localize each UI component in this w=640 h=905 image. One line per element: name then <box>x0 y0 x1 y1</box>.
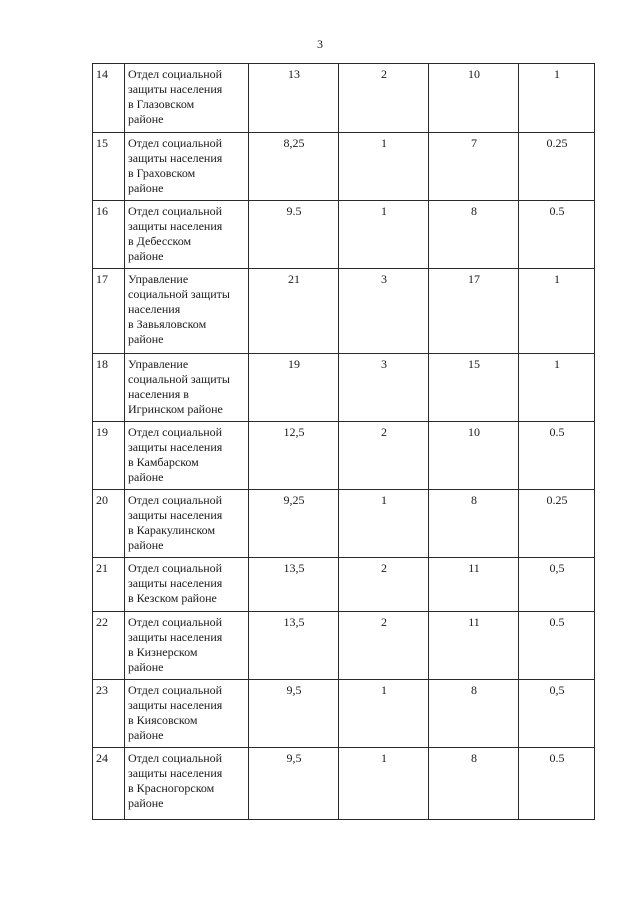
units-col-c: 0.25 <box>519 490 595 558</box>
table-row <box>93 269 595 354</box>
row-number: 23 <box>93 680 125 748</box>
row-number: 20 <box>93 490 125 558</box>
units-col-c: 1 <box>519 64 595 133</box>
units-col-c: 1 <box>519 269 595 354</box>
table-row <box>93 748 595 820</box>
department-name-line: в Красногорском <box>128 781 215 795</box>
units-col-c: 0.5 <box>519 748 595 820</box>
department-name-line: Отдел социальной <box>128 751 223 765</box>
department-name-line: Отдел социальной <box>128 204 223 218</box>
table-row <box>93 490 595 558</box>
department-name-line: защиты населения <box>128 219 223 233</box>
row-number: 19 <box>93 422 125 490</box>
department-name-line: Отдел социальной <box>128 561 223 575</box>
department-name-line: защиты населения <box>128 766 223 780</box>
row-number: 16 <box>93 201 125 269</box>
department-name-line: Игринском районе <box>128 402 223 416</box>
department-name-line: районе <box>128 181 164 195</box>
units-col-a: 1 <box>339 680 429 748</box>
total-units: 9,5 <box>249 748 339 820</box>
department-name-line: в Граховском <box>128 166 196 180</box>
units-col-a: 2 <box>339 558 429 612</box>
department-name <box>125 201 249 269</box>
total-units: 12,5 <box>249 422 339 490</box>
row-number: 22 <box>93 612 125 680</box>
units-col-a: 2 <box>339 64 429 133</box>
department-name-line: районе <box>128 796 164 810</box>
department-name <box>125 558 249 612</box>
department-name <box>125 490 249 558</box>
department-name-line: защиты населения <box>128 151 223 165</box>
department-name-line: в Каракулинском <box>128 523 216 537</box>
units-col-a: 2 <box>339 612 429 680</box>
department-name <box>125 680 249 748</box>
units-col-c: 0.5 <box>519 612 595 680</box>
department-name-line: Отдел социальной <box>128 493 223 507</box>
department-name-line: в Камбарском <box>128 455 199 469</box>
total-units: 13,5 <box>249 612 339 680</box>
units-col-b: 8 <box>429 490 519 558</box>
department-name-line: защиты населения <box>128 82 223 96</box>
department-name-line: Отдел социальной <box>128 136 223 150</box>
units-col-b: 10 <box>429 422 519 490</box>
department-name-line: в Киясовском <box>128 713 198 727</box>
total-units: 13 <box>249 64 339 133</box>
units-col-c: 0,5 <box>519 558 595 612</box>
units-col-b: 11 <box>429 558 519 612</box>
table-row <box>93 133 595 201</box>
units-col-b: 11 <box>429 612 519 680</box>
department-name-line: населения <box>128 302 181 316</box>
units-col-a: 1 <box>339 490 429 558</box>
units-col-b: 7 <box>429 133 519 201</box>
department-name-line: районе <box>128 332 164 346</box>
units-col-c: 0,5 <box>519 680 595 748</box>
department-name-line: Управление <box>128 357 189 371</box>
department-name-line: районе <box>128 660 164 674</box>
department-name-line: районе <box>128 728 164 742</box>
row-number: 24 <box>93 748 125 820</box>
department-name-line: защиты населения <box>128 508 223 522</box>
department-name-line: районе <box>128 470 164 484</box>
total-units: 8,25 <box>249 133 339 201</box>
units-col-b: 10 <box>429 64 519 133</box>
table-row <box>93 558 595 612</box>
units-col-b: 17 <box>429 269 519 354</box>
department-name <box>125 612 249 680</box>
total-units: 21 <box>249 269 339 354</box>
department-name-line: Отдел социальной <box>128 425 223 439</box>
department-name-line: защиты населения <box>128 440 223 454</box>
units-col-a: 1 <box>339 201 429 269</box>
department-name-line: районе <box>128 538 164 552</box>
units-col-c: 0.5 <box>519 201 595 269</box>
department-name-line: в Кизнерском <box>128 645 198 659</box>
table-row <box>93 422 595 490</box>
units-col-a: 3 <box>339 354 429 422</box>
total-units: 9,5 <box>249 680 339 748</box>
units-col-a: 1 <box>339 133 429 201</box>
department-name-line: социальной защиты <box>128 372 230 386</box>
department-name-line: Отдел социальной <box>128 683 223 697</box>
department-name-line: в Дебесском <box>128 234 192 248</box>
row-number: 18 <box>93 354 125 422</box>
row-number: 14 <box>93 64 125 133</box>
units-col-b: 8 <box>429 201 519 269</box>
staff-table <box>92 63 595 820</box>
department-name <box>125 354 249 422</box>
total-units: 9.5 <box>249 201 339 269</box>
row-number: 15 <box>93 133 125 201</box>
row-number: 17 <box>93 269 125 354</box>
department-name-line: защиты населения <box>128 576 223 590</box>
department-name-line: районе <box>128 249 164 263</box>
row-number: 21 <box>93 558 125 612</box>
department-name-line: в Глазовском <box>128 97 195 111</box>
department-name-line: Отдел социальной <box>128 615 223 629</box>
department-name-line: в Кезском районе <box>128 591 217 605</box>
department-name <box>125 133 249 201</box>
staff-table-body <box>93 64 595 820</box>
department-name-line: защиты населения <box>128 698 223 712</box>
department-name-line: в Завьяловском <box>128 317 207 331</box>
total-units: 19 <box>249 354 339 422</box>
department-name-line: Отдел социальной <box>128 67 223 81</box>
page-number: 3 <box>317 37 323 51</box>
units-col-a: 3 <box>339 269 429 354</box>
units-col-b: 8 <box>429 748 519 820</box>
table-row <box>93 612 595 680</box>
department-name-line: районе <box>128 112 164 126</box>
table-row <box>93 680 595 748</box>
department-name-line: защиты населения <box>128 630 223 644</box>
units-col-c: 0.25 <box>519 133 595 201</box>
department-name <box>125 748 249 820</box>
table-row <box>93 354 595 422</box>
department-name <box>125 269 249 354</box>
department-name-line: социальной защиты <box>128 287 230 301</box>
department-name <box>125 422 249 490</box>
department-name <box>125 64 249 133</box>
total-units: 9,25 <box>249 490 339 558</box>
department-name-line: населения в <box>128 387 189 401</box>
department-name-line: Управление <box>128 272 189 286</box>
units-col-a: 2 <box>339 422 429 490</box>
units-col-c: 1 <box>519 354 595 422</box>
units-col-a: 1 <box>339 748 429 820</box>
units-col-b: 8 <box>429 680 519 748</box>
table-row <box>93 201 595 269</box>
table-row <box>93 64 595 133</box>
units-col-c: 0.5 <box>519 422 595 490</box>
units-col-b: 15 <box>429 354 519 422</box>
total-units: 13,5 <box>249 558 339 612</box>
